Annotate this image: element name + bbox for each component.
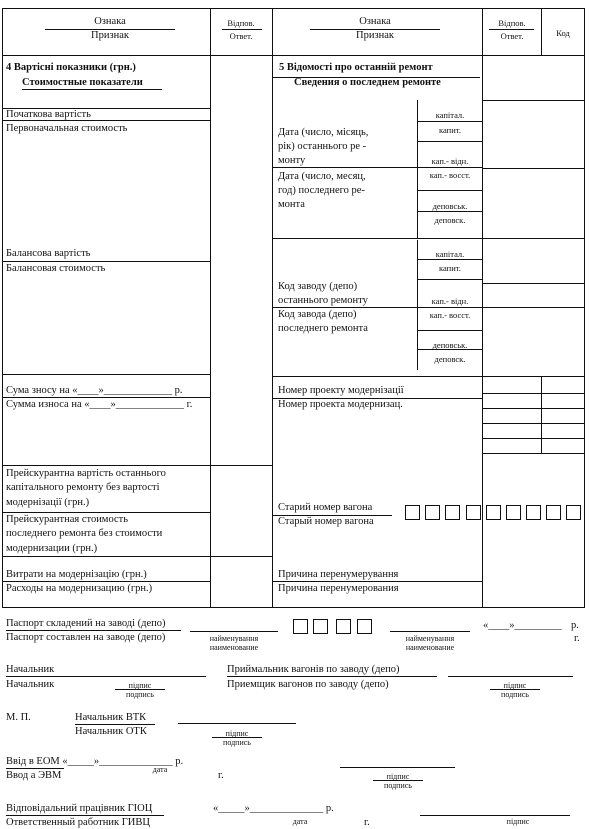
price-ru-3: модернизации (грн.) [6, 543, 98, 554]
passport-yr-ru: г. [574, 633, 580, 644]
plant-ua-2: останнього ремонту [278, 295, 368, 306]
wear-sum-ru: Сумма износа на «____»_____________ г. [6, 399, 193, 410]
date-ru-1: Дата (число, месяц, [278, 171, 366, 182]
section5-title-ru: Сведения о последнем ремонте [294, 77, 441, 88]
header-sign-ru: Признак [91, 30, 129, 41]
section5-title-ua: 5 Відомості про останній ремонт [279, 62, 433, 73]
header-sign2-ru: Признак [356, 30, 394, 41]
chief-sign-ua: підпис [128, 681, 152, 690]
date-ru-3: монта [278, 199, 305, 210]
passport-ua: Паспорт складений на заводі (депо) [6, 618, 166, 629]
passport-ru: Паспорт составлен на заводе (депо) [6, 632, 166, 643]
header-resp2-ru: Ответ. [500, 31, 524, 41]
resp-givts: Ответственный работник ГИВЦ [6, 817, 150, 828]
balance-cost-ru: Балансовая стоимость [6, 263, 106, 274]
resp-date-label: дата [292, 817, 308, 826]
eom-ua: Ввід в ЕОМ «_____»______________ р. [6, 756, 184, 767]
balance-cost-ua: Балансова вартість [6, 248, 91, 259]
resp-sign-ua: підпис [506, 817, 530, 826]
resp-date[interactable]: «_____»______________ р. [213, 803, 334, 814]
initial-cost-ru: Первоначальная стоимость [6, 123, 128, 134]
rt2-dep-ua: деповськ. [432, 340, 468, 350]
rt2-kvidn: кап.- відн. [431, 296, 469, 306]
rt2-kap-ru: капит. [439, 263, 461, 273]
price-ru-1: Прейскурантная стоимость [6, 514, 129, 525]
date-ru-2: год) последнего ре- [278, 185, 365, 196]
wear-sum-ua: Сума зносу на «____»_____________ р. [6, 385, 183, 396]
rt2-dep-ru: деповск. [434, 354, 466, 364]
chief-sign-ru: подпись [126, 690, 154, 699]
header-resp2-ua: Відпов. [498, 18, 526, 28]
passport-yr-ua: р. [571, 620, 579, 631]
otk-sign-ua: підпис [225, 729, 249, 738]
price-ua-3: модернізації (грн.) [6, 497, 90, 508]
price-ru-2: последнего ремонта без стоимости [6, 528, 163, 539]
rt1-kvosst: кап.- восст. [429, 170, 471, 180]
proj-ua: Номер проекту модернізації [278, 385, 404, 396]
passport-name-ru: наименование [209, 643, 259, 652]
plant-ru-2: последнего ремонта [278, 323, 368, 334]
eom-ru: Ввод а ЭВМ [6, 770, 62, 781]
price-ua-1: Прейскурантна вартість останнього [6, 468, 166, 479]
otk-sign-ru: подпись [223, 738, 251, 747]
rt1-dep-ua: деповськ. [432, 201, 468, 211]
chief-vtk: Начальник ВТК [75, 712, 147, 723]
receiver-ua: Приймальник вагонів по заводу (депо) [227, 664, 400, 675]
date-ua-3: монту [278, 155, 306, 166]
plant-ua-1: Код заводу (депо) [278, 281, 358, 292]
section4-title-ua: 4 Вартісні показники (грн.) [6, 62, 136, 73]
modcost-ru: Расходы на модернизацию (грн.) [6, 583, 153, 594]
initial-cost-ua: Початкова вартість [6, 109, 91, 120]
receiver-ru: Приемщик вагонов по заводу (депо) [227, 679, 389, 690]
stamp-mp: М. П. [6, 712, 31, 723]
eom-sign-ru: подпись [384, 781, 412, 790]
passport-name-ua: найменування [209, 634, 259, 643]
header-resp-ua: Відпов. [227, 18, 255, 28]
oldnum-ru: Старый номер вагона [278, 516, 374, 527]
proj-ru: Номер проекта модернизац. [278, 399, 403, 410]
chief-ua: Начальник [6, 664, 55, 675]
rt1-kap-ru: капит. [439, 125, 461, 135]
chief-otk: Начальник ОТК [75, 726, 147, 737]
header-sign2-ua: Ознака [359, 16, 391, 27]
eom-sign-ua: підпис [386, 772, 410, 781]
rt2-kvosst: кап.- восст. [429, 310, 471, 320]
header-resp-ru: Ответ. [229, 31, 253, 41]
header-sign-ua: Ознака [94, 16, 126, 27]
section4-title-ru: Стоимостные показатели [22, 77, 143, 88]
date-ua-2: рік) останнього ре - [278, 141, 367, 152]
receiver-sign-ru: подпись [501, 690, 529, 699]
eom-yr-ru: г. [218, 770, 224, 781]
eom-date-label: дата [152, 765, 168, 774]
oldnum-ua: Старий номер вагона [278, 502, 373, 513]
reason-ua: Причина перенумерування [278, 569, 399, 580]
date-ua-1: Дата (число, місяць, [278, 127, 369, 138]
receiver-sign-ua: підпис [503, 681, 527, 690]
resp-giots: Відповідальний працівник ГІОЦ [6, 803, 153, 814]
rt1-dep-ru: деповск. [434, 215, 466, 225]
passport-date[interactable]: «____»_________ [483, 620, 562, 631]
plant-ru-1: Код завода (депо) [278, 309, 357, 320]
chief-ru: Начальник [6, 679, 55, 690]
rt2-kap-ua: капітал. [435, 249, 465, 259]
resp-yr-ru: г. [364, 817, 370, 828]
header-code: Код [556, 28, 570, 38]
rt1-kap-ua: капітал. [435, 110, 465, 120]
modcost-ua: Витрати на модернізацію (грн.) [6, 569, 147, 580]
rt1-kvidn: кап.- відн. [431, 156, 469, 166]
passport-name2-ua: найменування [405, 634, 455, 643]
reason-ru: Причина перенумерования [278, 583, 399, 594]
price-ua-2: капітального ремонту без вартості [6, 482, 160, 493]
passport-name2-ru: наименование [405, 643, 455, 652]
